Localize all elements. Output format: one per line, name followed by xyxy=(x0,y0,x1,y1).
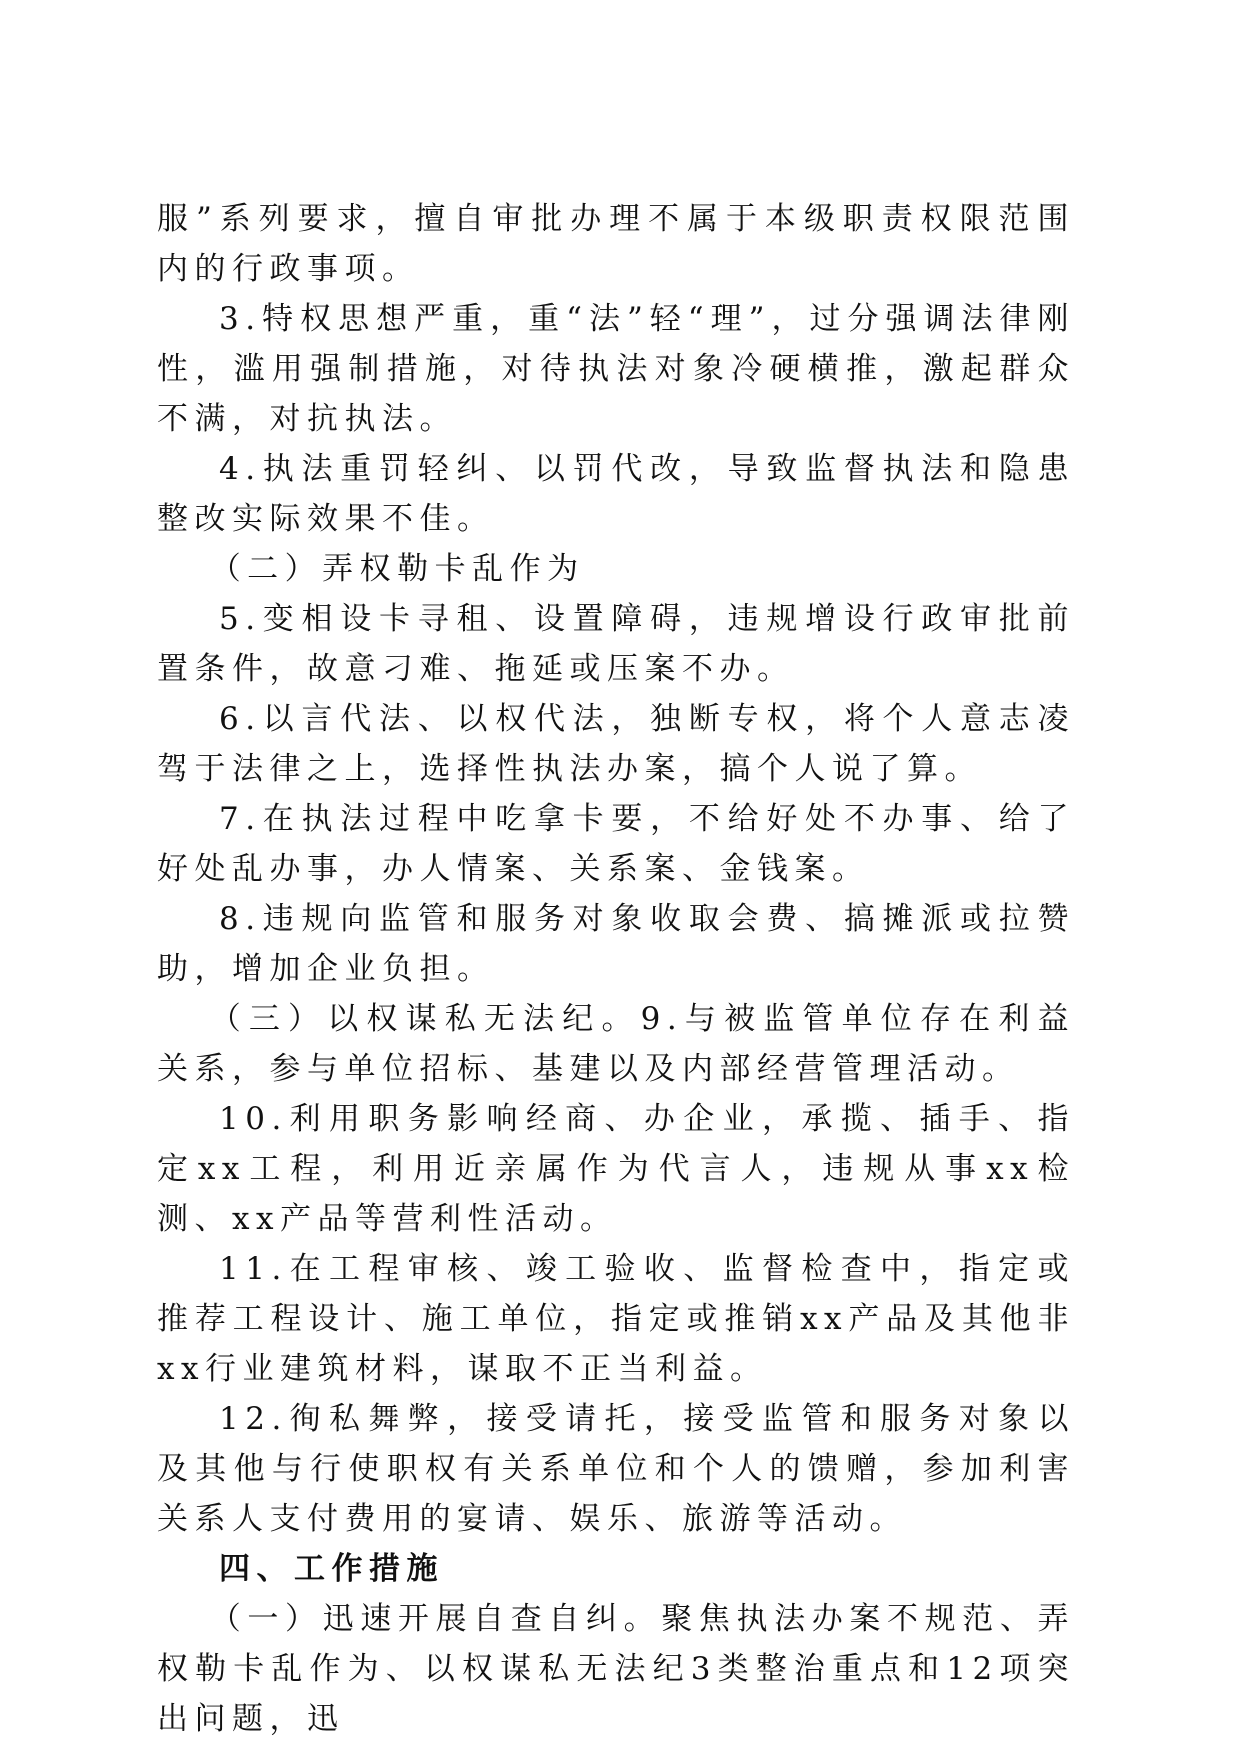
list-item-8: 8.违规向监管和服务对象收取会费、搞摊派或拉赞助，增加企业负担。 xyxy=(157,901,1075,987)
list-item-5: 5.变相设卡寻租、设置障碍，违规增设行政审批前置条件，故意刁难、拖延或压案不办。 xyxy=(157,601,1075,687)
continuation-paragraph: 服”系列要求，擅自审批办理不属于本级职责权限范围内的行政事项。 xyxy=(157,201,1075,287)
document-page xyxy=(157,194,1075,1744)
list-item-11: 11.在工程审核、竣工验收、监督检查中，指定或推荐工程设计、施工单位，指定或推销xx产品及其他非xx行业建筑材料，谋取不正当利益。 xyxy=(157,1251,1075,1387)
list-item-4: 4.执法重罚轻纠、以罚代改，导致监督执法和隐患整改实际效果不佳。 xyxy=(157,451,1075,537)
list-item-6: 6.以言代法、以权代法，独断专权，将个人意志凌驾于法律之上，选择性执法办案，搞个人说了算。 xyxy=(157,701,1075,787)
list-item-7: 7.在执法过程中吃拿卡要，不给好处不办事、给了好处乱办事，办人情案、关系案、金钱案。 xyxy=(157,801,1075,887)
measure-paragraph-1: （一）迅速开展自查自纠。聚焦执法办案不规范、弄权勒卡乱作为、以权谋私无法纪3类整治重点和12项突出问题，迅 xyxy=(157,1601,1075,1737)
list-item-3: 3.特权思想严重，重“法”轻“理”，过分强调法律刚性，滥用强制措施，对待执法对象冷硬横推，激起群众不满，对抗执法。 xyxy=(157,301,1075,437)
section-subheading-2: （二）弄权勒卡乱作为 xyxy=(209,551,585,587)
list-item-12: 12.徇私舞弊，接受请托，接受监管和服务对象以及其他与行使职权有关系单位和个人的馈赠，参加利害关系人支付费用的宴请、娱乐、旅游等活动。 xyxy=(157,1401,1075,1537)
section-subheading-3: （三）以权谋私无法纪。9.与被监管单位存在利益关系，参与单位招标、基建以及内部经营管理活动。 xyxy=(157,1001,1075,1087)
list-item-10: 10.利用职务影响经商、办企业，承揽、插手、指定xx工程，利用近亲属作为代言人，违规从事xx检测、xx产品等营利性活动。 xyxy=(157,1101,1075,1237)
section-heading-4: 四、工作措施 xyxy=(219,1551,444,1587)
